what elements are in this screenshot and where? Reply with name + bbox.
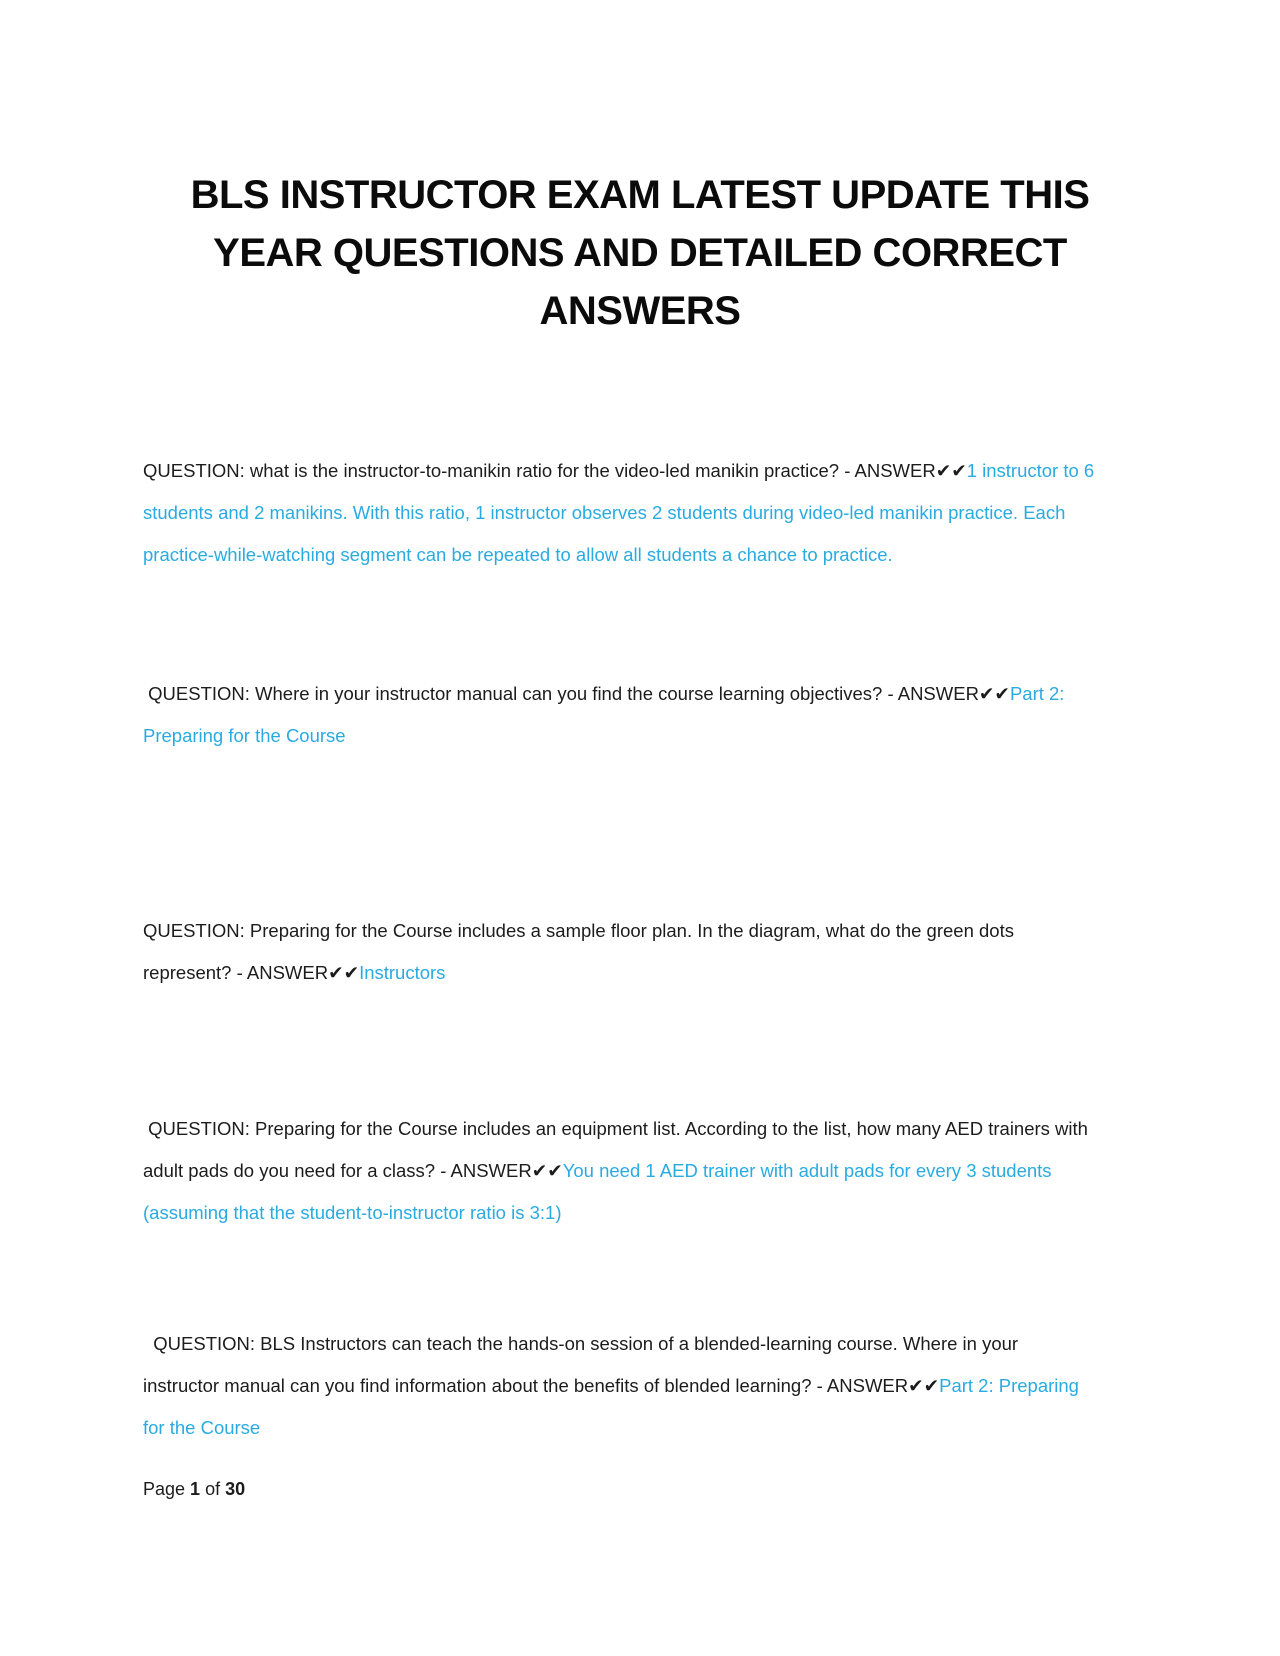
qa-block-4 bbox=[143, 1108, 1098, 1234]
qa-block-5 bbox=[143, 1323, 1098, 1449]
qa-block-1 bbox=[143, 450, 1098, 576]
answer-text: You need 1 AED trainer with adult pads for every 3 students (assuming that the student-to-instructor ratio is 3:1) bbox=[143, 1160, 1057, 1223]
document-title: BLS INSTRUCTOR EXAM LATEST UPDATE THIS YEAR QUESTIONS AND DETAILED CORRECT ANSWERS bbox=[190, 173, 1090, 333]
qa-block-3 bbox=[143, 910, 1098, 994]
answer-text: Instructors bbox=[359, 962, 446, 983]
question-text: QUESTION: BLS Instructors can teach the hands-on session of a blended-learning course. Where in your instructor manual can you find information about the benefits of blended learning? - ANSWER✔✔ bbox=[143, 1333, 1024, 1396]
page-label: Page bbox=[143, 1479, 191, 1499]
answer-text: 1 instructor to 6 students and 2 manikins. With this ratio, 1 instructor observes 2 students during video-led manikin practice. Each practice-while-watching segment can be repeated to allow all students a chance to practice. bbox=[143, 460, 1100, 565]
question-text: QUESTION: Preparing for the Course includes an equipment list. According to the list, how many AED trainers with adult pads do you need for a class? - ANSWER✔✔ bbox=[143, 1118, 1094, 1181]
question-text: QUESTION: what is the instructor-to-manikin ratio for the video-led manikin practice? - ANSWER✔✔ bbox=[143, 460, 967, 481]
qa-block-2 bbox=[143, 673, 1098, 757]
answer-text: Part 2: Preparing for the Course bbox=[143, 1375, 1085, 1438]
total-pages: 30 bbox=[225, 1479, 246, 1499]
question-text: QUESTION: Where in your instructor manual can you find the course learning objectives? - ANSWER✔✔ bbox=[143, 683, 1010, 704]
page-number: 1 bbox=[190, 1479, 201, 1499]
question-text: QUESTION: Preparing for the Course includes a sample floor plan. In the diagram, what do the green dots represent? - ANSWER✔✔ bbox=[143, 920, 1020, 983]
qa-list bbox=[143, 450, 1098, 1449]
answer-text: Part 2: Preparing for the Course bbox=[143, 683, 1070, 746]
page-footer bbox=[143, 1475, 1137, 1503]
of-label: of bbox=[200, 1479, 226, 1499]
